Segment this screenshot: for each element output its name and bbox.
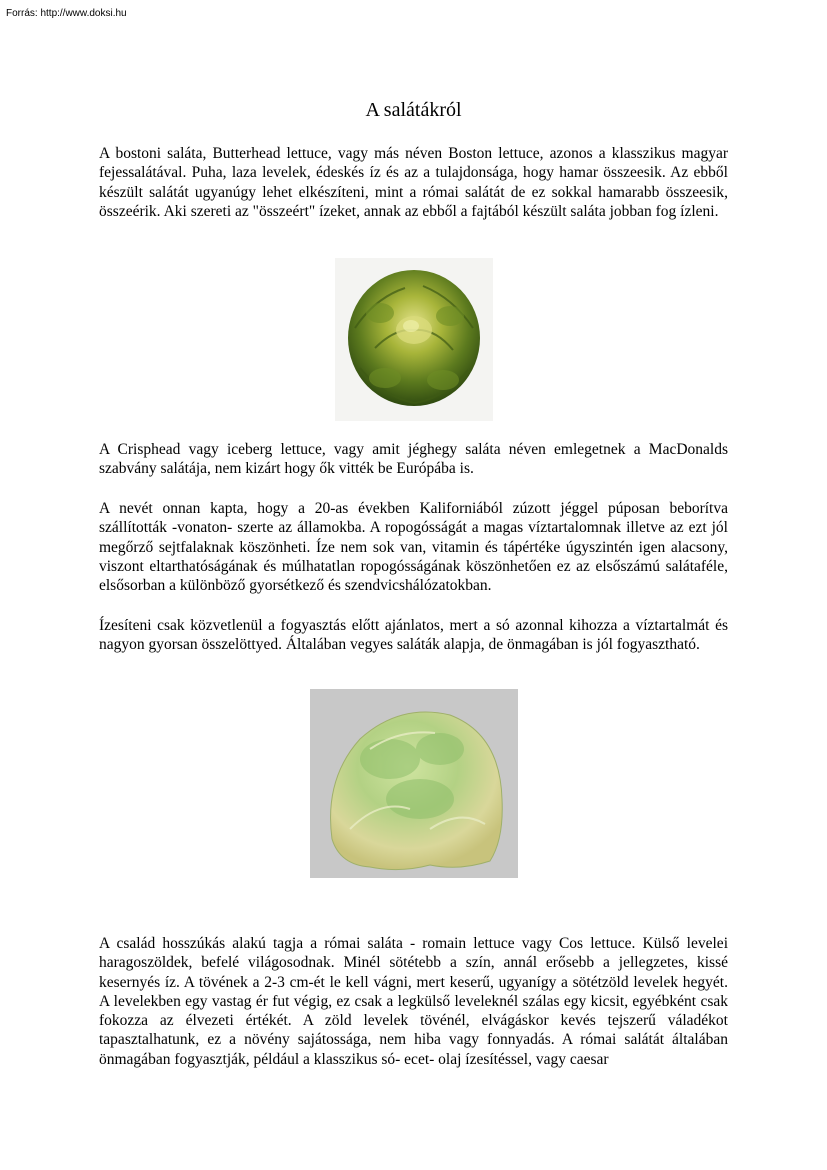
paragraph-romaine: A család hosszúkás alakú tagja a római saláta - romain lettuce vagy Cos lettuce. Külső levelei haragoszöldek, befelé világosodnak. Minél sötétebb a szín, annál erősebb a jellegzetes, kissé kesernyés íz. A tövének a 2-3 cm-ét le kell vágni, mert keserű, ugyanígy a sötétzöld levelek hegyét. A levelekben egy vastag ér fut végig, ez csak a legkülső leveleknél szálas egy kicsit, egyébként csak fokozza az élvezeti értékét. A zöld levelek tövénél, elvágáskor kevés tejszerű váladékot tapasztalhatunk, ez a növény sajátossága, nem hiba vagy fonnyadás. A római salátát általában önmagában fogyasztják, például a klasszikus só- ecet- olaj ízesítéssel, vagy caesar <box>99 935 728 1068</box>
paragraph-iceberg-seasoning: Ízesíteni csak közvetlenül a fogyasztás előtt ajánlatos, mert a só azonnal kihozza a víztartalmát és nagyon gyorsan összelöttyed. Általában vegyes saláták alapja, de önmagában is jól fogyasztható. <box>99 617 728 654</box>
paragraph-butterhead: A bostoni saláta, Butterhead lettuce, vagy más néven Boston lettuce, azonos a klasszikus magyar fejessalátával. Puha, laza levelek, édeskés íz és az a tulajdonsága, hogy hamar összeesik. Az ebből készült salátát ugyanúgy lehet elkészíteni, mint a római salátát de ez sokkal hamarabb összeesik, összeérik. Aki szereti az "összeért" ízeket, annak az ebből a fajtából készült saláta jobban fog ízleni. <box>99 145 728 220</box>
butterhead-lettuce-image <box>335 258 493 421</box>
iceberg-lettuce-image <box>310 689 518 878</box>
paragraph-iceberg-intro: A Crisphead vagy iceberg lettuce, vagy amit jéghegy saláta néven emlegetnek a MacDonalds szabvány salátája, nem kizárt hogy ők vitték be Európába is. <box>99 441 728 478</box>
butterhead-lettuce-icon <box>335 258 493 421</box>
source-line: Forrás: http://www.doksi.hu <box>6 8 127 19</box>
paragraph-iceberg-name: A nevét onnan kapta, hogy a 20-as években Kaliforniából zúzott jéggel púposan beborítva szállították -vonaton- szerte az államokba. A ropogósságát a magas víztartalomnak illetve az ezt jól megőrző sejtfalaknak köszönheti. Íze nem sok van, vitamin és tápértéke úgyszintén igen alacsony, viszont eltarthatóságának és múlhatatlan ropogósságának köszönhetően ez az elsőszámú salátaféle, elsősorban a különböző gyorsétkező és szendvicshálózatokban. <box>99 500 728 595</box>
page-title: A salátákról <box>365 99 462 121</box>
iceberg-lettuce-icon <box>310 689 518 878</box>
